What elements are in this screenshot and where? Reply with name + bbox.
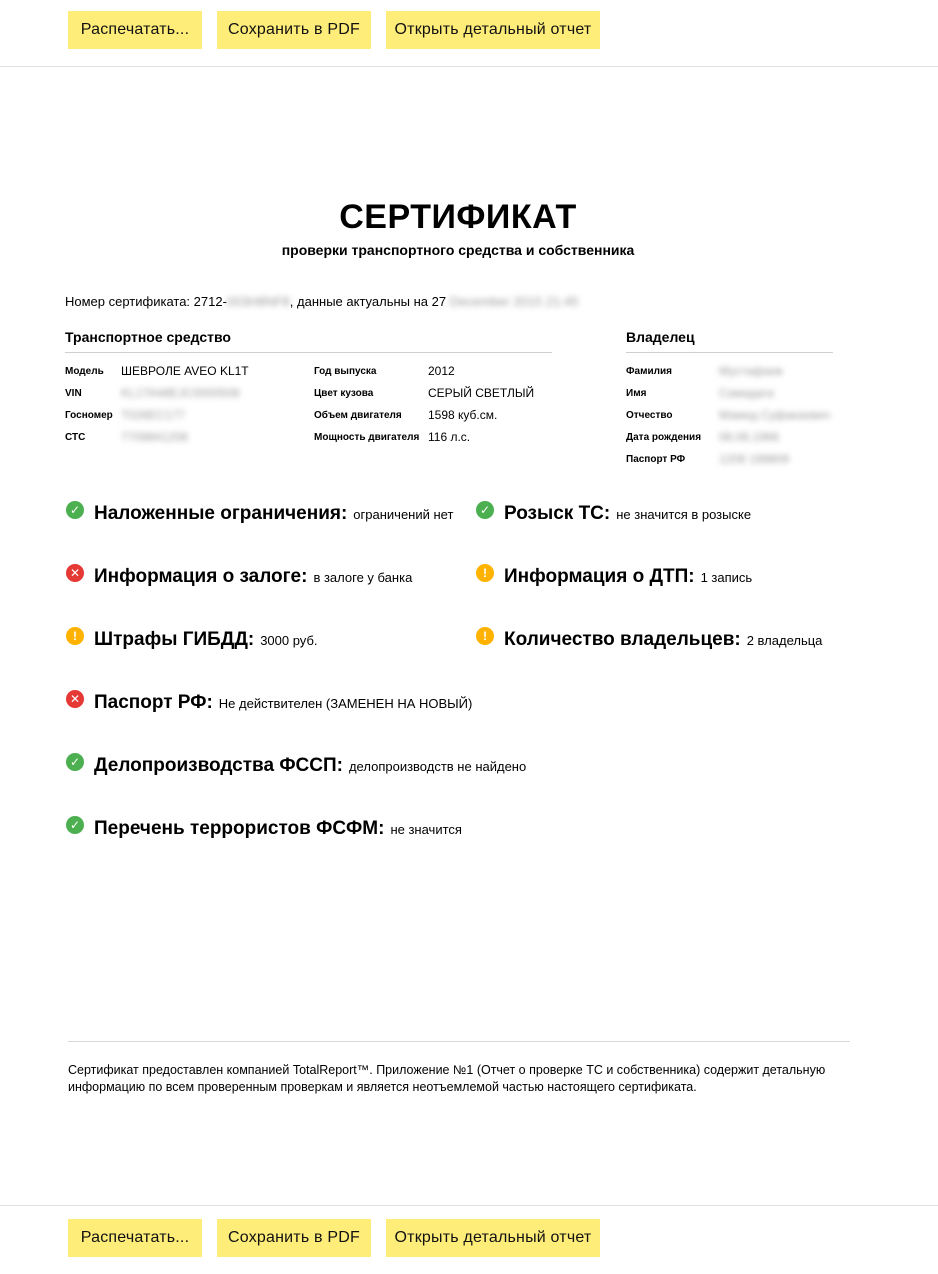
check-restrictions — [66, 502, 453, 526]
check-ok-icon: ✓ — [66, 816, 84, 834]
check-owners — [476, 628, 822, 652]
top-toolbar — [0, 0, 938, 67]
check-label: Информация о залоге: — [94, 566, 308, 587]
sts-label: СТС — [65, 432, 86, 443]
check-value: в залоге у банка — [313, 569, 413, 585]
check-ok-icon: ✓ — [66, 501, 84, 519]
check-ok-icon: ✓ — [476, 501, 494, 519]
check-fssp — [66, 754, 526, 778]
check-accidents — [476, 565, 752, 589]
surname-label: Фамилия — [626, 366, 672, 377]
check-passport — [66, 691, 472, 715]
check-ok-icon: ✓ — [66, 753, 84, 771]
plate-value: Т026ЕС177 — [121, 408, 186, 422]
warning-icon: ! — [476, 627, 494, 645]
footer-text: Сертификат предоставлен компанией TotalReport™. Приложение №1 (Отчет о проверке ТС и собственника) содержит детальную информацию по всем проверенным проверкам и является неотъемлемой частью настоящего сертификата. — [68, 1063, 826, 1094]
color-label: Цвет кузова — [314, 388, 374, 399]
check-label: Делопроизводства ФССП: — [94, 755, 343, 776]
check-pledge — [66, 565, 412, 589]
name-value: Самадага — [719, 386, 774, 400]
engine-label: Объем двигателя — [314, 410, 402, 421]
footer-divider — [68, 1041, 850, 1042]
check-label: Розыск ТС: — [504, 503, 611, 524]
check-value: 1 запись — [700, 569, 753, 585]
model-value: ШЕВРОЛЕ AVEO KL1T — [121, 364, 249, 378]
certificate-number-line — [65, 294, 578, 309]
check-value: Не действителен (ЗАМЕНЕН НА НОВЫЙ) — [218, 695, 473, 711]
check-label: Количество владельцев: — [504, 629, 741, 650]
vin-label: VIN — [65, 388, 82, 399]
check-terror — [66, 817, 462, 841]
power-value: 116 л.с. — [428, 430, 471, 444]
sts-value: 7709841208 — [121, 430, 188, 444]
check-fines — [66, 628, 318, 652]
vehicle-section-heading: Транспортное средство — [65, 329, 552, 353]
name-label: Имя — [626, 388, 647, 399]
year-label: Год выпуска — [314, 366, 377, 377]
open-report-button[interactable]: Открыть детальный отчет — [386, 1219, 600, 1257]
save-pdf-button[interactable]: Сохранить в PDF — [217, 1219, 371, 1257]
save-pdf-button[interactable]: Сохранить в PDF — [217, 11, 371, 49]
check-label: Информация о ДТП: — [504, 566, 695, 587]
check-label: Штрафы ГИБДД: — [94, 629, 255, 650]
warning-icon: ! — [66, 627, 84, 645]
birth-date-label: Дата рождения — [626, 432, 702, 443]
power-label: Мощность двигателя — [314, 432, 420, 443]
model-label: Модель — [65, 366, 104, 377]
bottom-toolbar — [0, 1205, 938, 1272]
patronymic-value: Мамед Суфакаевич — [719, 408, 831, 422]
check-value: 3000 руб. — [260, 632, 318, 648]
check-label: Паспорт РФ: — [94, 692, 213, 713]
surname-value: Мустафаев — [719, 364, 783, 378]
print-button[interactable]: Распечатать... — [68, 11, 202, 49]
birth-date-value: 08.06.1966 — [719, 430, 780, 444]
cross-icon: ✕ — [66, 690, 84, 708]
certificate-title: СЕРТИФИКАТ — [339, 198, 577, 236]
check-value: 2 владельца — [746, 632, 823, 648]
engine-value: 1598 куб.см. — [428, 408, 498, 422]
certificate-number-prefix: 2712- — [193, 294, 227, 309]
certificate-number-hidden: 003H8NF8 — [226, 294, 290, 309]
warning-icon: ! — [476, 564, 494, 582]
certificate-subtitle: проверки транспортного средства и собственника — [281, 242, 635, 258]
color-value: СЕРЫЙ СВЕТЛЫЙ — [428, 386, 535, 400]
certificate-number-label: Номер сертификата: — [65, 294, 191, 309]
check-label: Наложенные ограничения: — [94, 503, 348, 524]
passport-value: 1208 189809 — [719, 452, 790, 466]
passport-label: Паспорт РФ — [626, 454, 686, 465]
actual-date-label: , данные актуальны на 27 — [289, 294, 447, 309]
print-button[interactable]: Распечатать... — [68, 1219, 202, 1257]
open-report-button[interactable]: Открыть детальный отчет — [386, 11, 600, 49]
check-value: делопроизводств не найдено — [348, 758, 527, 774]
plate-label: Госномер — [65, 410, 113, 421]
check-label: Перечень террористов ФСФМ: — [94, 818, 385, 839]
check-wanted — [476, 502, 751, 526]
patronymic-label: Отчество — [626, 410, 673, 421]
actual-date-hidden: December 2015 21:45 — [449, 294, 579, 309]
cross-icon: ✕ — [66, 564, 84, 582]
check-value: ограничений нет — [353, 506, 454, 522]
vin-value: KL1TA48EJC0000508 — [121, 386, 240, 400]
owner-section-heading: Владелец — [626, 329, 833, 353]
check-value: не значится — [390, 821, 462, 837]
check-value: не значится в розыске — [616, 506, 752, 522]
year-value: 2012 — [428, 364, 455, 378]
